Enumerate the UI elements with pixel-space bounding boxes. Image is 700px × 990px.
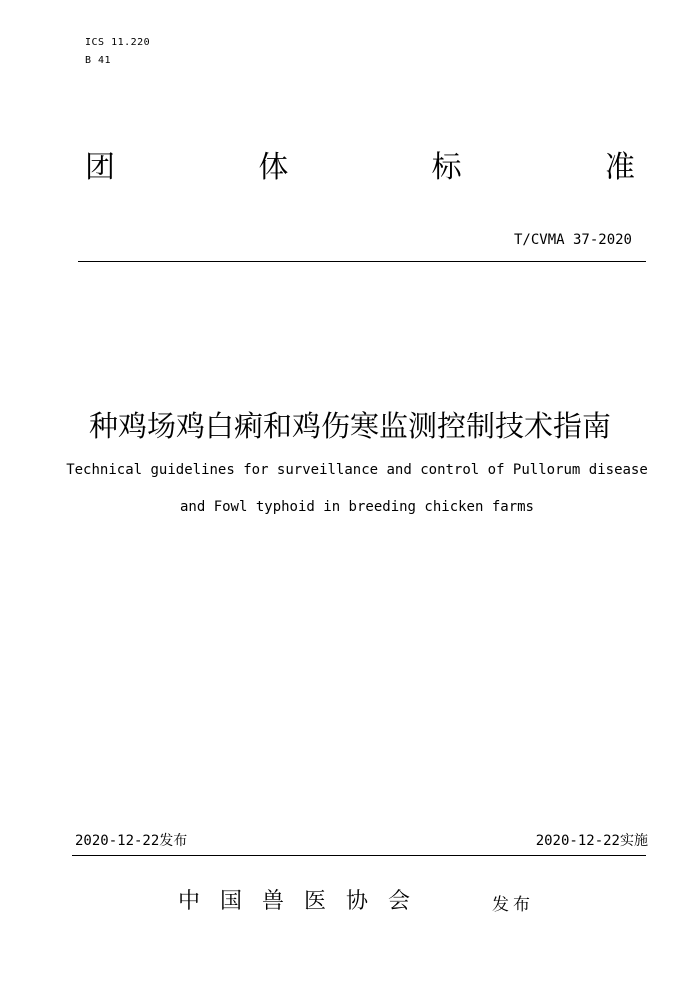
header-divider bbox=[78, 261, 646, 262]
issuer-suffix: 发布 bbox=[492, 895, 534, 915]
publish-date bbox=[75, 830, 187, 850]
issuer-name: 中国兽医协会 bbox=[178, 889, 431, 914]
implement-date-label: 实施 bbox=[620, 833, 648, 849]
standard-type-char: 体 bbox=[258, 150, 289, 185]
ics-code: ICS 11.220 bbox=[85, 37, 151, 48]
implement-date bbox=[536, 830, 648, 850]
document-title-en-line1: Technical guidelines for surveillance and control of Pullorum disease bbox=[66, 462, 648, 478]
standard-type-char: 团 bbox=[85, 150, 115, 185]
publish-date-value: 2020-12-22 bbox=[75, 833, 160, 849]
standard-type-heading bbox=[85, 142, 635, 186]
footer-divider bbox=[72, 855, 646, 856]
standard-number: T/CVMA 37-2020 bbox=[513, 232, 632, 248]
document-title-zh: 种鸡场鸡白痢和鸡伤寒监测控制技术指南 bbox=[88, 409, 611, 443]
publish-date-label: 发布 bbox=[159, 833, 188, 849]
standard-type-char: 准 bbox=[604, 150, 635, 185]
document-title-en-line2: and Fowl typhoid in breeding chicken farms bbox=[179, 499, 534, 515]
standard-type-char: 标 bbox=[431, 150, 462, 185]
ccs-code: B 41 bbox=[85, 55, 112, 66]
implement-date-value: 2020-12-22 bbox=[535, 833, 620, 849]
